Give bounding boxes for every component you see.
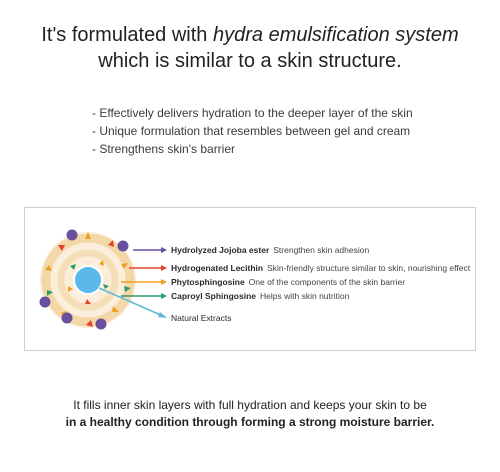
arrow-head (161, 279, 167, 285)
arrow-head (161, 265, 167, 271)
ingredient-name: Hydrogenated Lecithin (171, 263, 264, 273)
ingredient-desc: Strengthen skin adhesion (273, 245, 370, 255)
arrow-head (161, 293, 167, 299)
purple-dot (40, 297, 51, 308)
headline-prefix: It's formulated with (41, 24, 213, 46)
arrow-head (158, 312, 167, 318)
headline-line-2: which is similar to a skin structure. (98, 50, 402, 72)
diagram-core (74, 266, 102, 294)
ingredient-desc: Skin-friendly structure similar to skin, nourishing effect (267, 263, 471, 273)
purple-dot (118, 241, 129, 252)
ingredient-caproyl-sphingosine (171, 291, 349, 301)
purple-dot (67, 230, 78, 241)
emulsion-diagram-panel (24, 207, 476, 351)
ingredient-name: Hydrolyzed Jojoba ester (171, 245, 270, 255)
headline (0, 22, 500, 74)
ingredient-name: Natural Extracts (171, 313, 232, 323)
benefit-item: - Effectively delivers hydration to the deeper layer of the skin (92, 106, 413, 120)
ingredient-desc: One of the components of the skin barrier (248, 277, 406, 287)
headline-emphasis: hydra emulsification system (213, 24, 459, 46)
footer-copy (0, 397, 500, 431)
headline-line-1 (0, 22, 500, 48)
arrow-head (161, 247, 167, 253)
purple-dot (62, 313, 73, 324)
ingredient-lecithin (171, 263, 470, 273)
benefit-list (92, 104, 472, 158)
purple-dot (96, 319, 107, 330)
ingredient-name: Caproyl Sphingosine (171, 291, 257, 301)
footer-line-2: in a healthy condition through forming a strong moisture barrier. (65, 415, 435, 429)
footer-line-1: It fills inner skin layers with full hydration and keeps your skin to be (73, 398, 427, 412)
ingredient-desc: Helps with skin nutrition (260, 291, 350, 301)
ingredient-natural-extracts (171, 313, 231, 323)
benefit-item: - Strengthens skin's barrier (92, 142, 236, 156)
ingredient-name: Phytosphingosine (171, 277, 245, 287)
ingredient-phytosphingosine (171, 277, 405, 287)
ingredient-jojoba-ester (171, 245, 369, 255)
benefit-item: - Unique formulation that resembles between gel and cream (92, 124, 411, 138)
